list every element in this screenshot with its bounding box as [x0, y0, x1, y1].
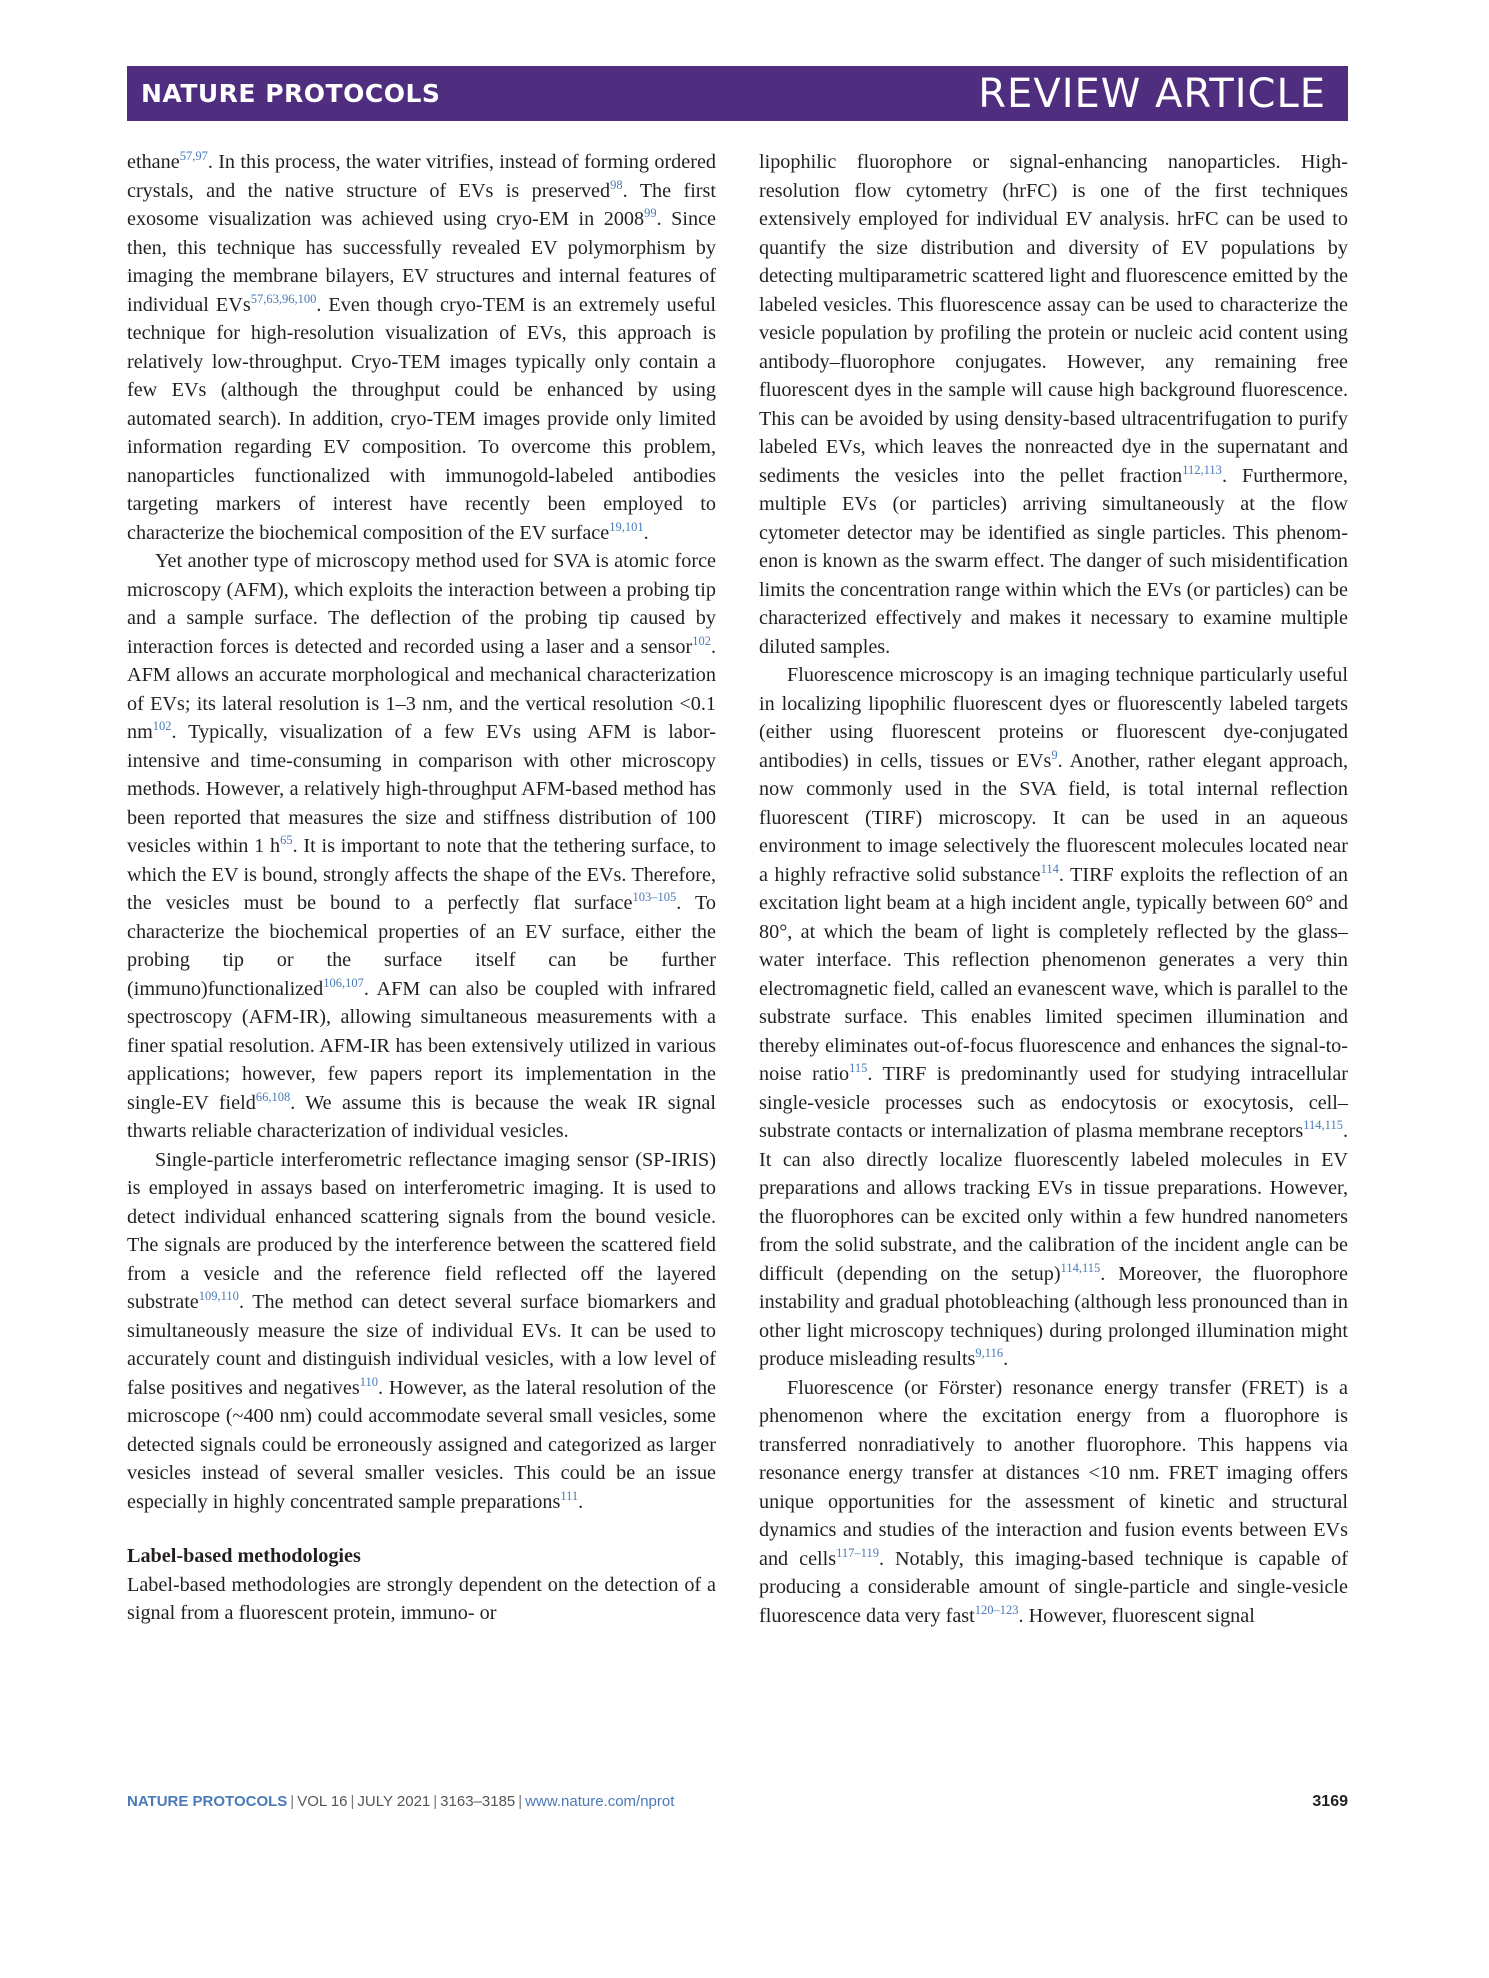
text-run: . [643, 521, 649, 544]
journal-header-bar [127, 66, 1348, 121]
text-run: . The first exosome visualization was achieved using cryo-EM in 2008 [127, 179, 716, 230]
footer-url-link[interactable]: www.nature.com/nprot [525, 1793, 675, 1810]
text-run: . TIRF exploits the reflection of an excitation light beam at a high incident angle, typically between 60° and 80°, at which the beam of light is completely reflected by the glass–water interface. This reflection phenomenon generates a very thin electromagnetic field, called an evanescent wave, which is parallel to the substrate surface. This enables limited specimen illumination and thereby eliminates out-of-focus fluorescence and enhances the signal-to-noise ratio [759, 863, 1348, 1085]
footer-journal: NATURE PROTOCOLS [127, 1793, 288, 1810]
right-column [759, 148, 1348, 1630]
text-run: Label-based methodologies are strongly dependent on the detection of a signal from a fluorescent protein, immuno- or [127, 1573, 716, 1624]
journal-name: NATURE PROTOCOLS [141, 79, 441, 108]
citation-link[interactable]: 109,110 [198, 1289, 239, 1303]
text-run: . [1003, 1348, 1009, 1370]
citation-link[interactable]: 99 [644, 206, 657, 220]
text-run: . Another, rather elegant approach, now commonly used in the SVA field, is total internal reflection fluorescent (TIRF) microscopy. It can be used in an aqueous environment to image selectively the fluorescent molecules located near a highly refractive solid substance [759, 749, 1348, 886]
citation-link[interactable]: 19,101 [609, 519, 644, 534]
citation-link[interactable]: 115 [849, 1061, 868, 1075]
citation-link[interactable]: 117–119 [836, 1545, 879, 1560]
text-run: lipophilic fluorophore or signal-enhancing nanoparticles. High-resolution flow cytometry (hrFC) is one of the first techniques extensively employed for individual EV analysis. hrFC can be used to quantify the size distribution and diversity of EV populations by detecting multiparametric scattered light and fluorescence emitted by the labeled vesicles. This fluorescence assay can be used to characterize the vesicle population by profiling the protein or nucleic acid content using antibody–fluorophore conjugates. However, any remaining free fluorescent dyes in the sample will cause high background fluorescence. This can be avoided by using density-based ultracentrifugation to purify labeled EVs, which leaves the nonreacted dye in the supernatant and sediments the vesicles into the pellet fraction [759, 151, 1348, 487]
citation-link[interactable]: 120–123 [974, 1602, 1019, 1617]
section-heading: Label-based methodologies [127, 1545, 361, 1567]
citation-link[interactable]: 65 [280, 833, 293, 847]
text-run: . AFM can also be coupled with infrared spectroscopy (AFM-IR), allowing simultaneous measurements with a finer spatial resolution. AFM-IR has been extensively utilized in various applications; however, few papers report its implementation in the single-EV field [127, 977, 716, 1114]
footer-pages: 3163–3185 [440, 1793, 516, 1810]
citation-link[interactable]: 102 [152, 719, 172, 733]
citation-link[interactable]: 106,107 [323, 975, 364, 990]
text-run: . However, fluorescent signal [1018, 1604, 1255, 1627]
text-run: . We assume this is because the weak IR signal thwarts reliable characterization of individual vesicles. [127, 1091, 716, 1142]
citation-link[interactable]: 9 [1051, 747, 1058, 762]
text-run: . The method can detect several surface biomarkers and simultaneously measure the size of individual EVs. It can be used to accurately count and distinguish individual vesicles, with a low level of false positives and negatives [127, 1291, 716, 1399]
citation-link[interactable]: 114,115 [1303, 1118, 1343, 1132]
text-run: Fluorescence microscopy is an imaging technique particularly useful in localizing lipophilic fluorescent dyes or fluorescently labeled targets (either using fluorescent proteins or fluorescent dye-conjugated antibodies) in cells, tissues or EVs [759, 664, 1348, 772]
text-run: . However, as the lateral resolution of the microscope (~400 nm) could accommodate several small vesicles, some detected signals could be erroneously assigned and categorized as larger vesicles instead of several smaller vesicles. This could be an issue especially in highly concentrated sample preparations [127, 1376, 716, 1513]
text-run: . TIRF is predominantly used for studying intracellular single-vesicle processes such as endocytosis or exocytosis, cell–substrate contacts or internalization of plasma membrane receptors [759, 1063, 1348, 1142]
text-run: . Notably, this imaging-based technique is capable of producing a considerable amount of single-particle and single-vesicle fluorescence data very fast [759, 1547, 1348, 1627]
text-run: . [578, 1490, 584, 1513]
paragraph [759, 1374, 1348, 1631]
citation-link[interactable]: 111 [560, 1488, 579, 1503]
citation-link[interactable]: 110 [359, 1374, 378, 1389]
citation-link[interactable]: 57,63,96,100 [250, 291, 317, 306]
text-run: . In this process, the water vitrifies, instead of forming ordered crystals, and the native structure of EVs is preserved [127, 151, 716, 202]
footer-date: JULY 2021 [357, 1793, 431, 1810]
paragraph [127, 148, 716, 547]
citation-link[interactable]: 57,97 [179, 149, 208, 163]
paragraph [127, 1571, 716, 1628]
article-type: REVIEW ARTICLE [978, 71, 1326, 117]
text-run: ethane [127, 151, 180, 173]
citation-link[interactable]: 112,113 [1182, 462, 1222, 477]
text-run: . Moreover, the fluorophore instability and gradual photobleaching (although less pronounced than in other light microscopy techniques) during prolonged illumination might produce misleading results [759, 1262, 1348, 1370]
paragraph [759, 148, 1348, 661]
text-run: Fluorescence (or Förster) resonance energy transfer (FRET) is a phenomenon where the excitation energy from a fluorophore is transferred nonradiatively to another fluorophore. This happens via resonance energy transfer at distances <10 nm. FRET imaging offers unique opportunities for the assessment of kinetic and structural dynamics and studies of the interaction and fusion events between EVs and cells [759, 1376, 1348, 1570]
page-footer: NATURE PROTOCOLS | VOL 16 | JULY 2021 | 3163–3185 | www.nature.com/nprot 3169 [127, 1793, 1348, 1810]
paragraph [127, 1146, 716, 1517]
text-run: . It is important to note that the tethering surface, to which the EV is bound, strongly affects the shape of the EVs. Therefore, the vesicles must be bound to a perfectly flat surface [127, 835, 716, 914]
citation-link[interactable]: 98 [610, 177, 623, 192]
citation-link[interactable]: 102 [692, 633, 711, 648]
text-run: . Furthermore, multiple EVs (or particles) arriving simultaneously at the flow cytometer detector may be identified as single particles. This phenomenon is known as the swarm effect. The danger of such misidentification limits the concentration range within which the EVs (or particles) can be characterized effectively and makes it necessary to examine multiple diluted samples. [759, 464, 1348, 658]
paragraph [127, 547, 716, 1146]
text-run: . Even though cryo-TEM is an extremely useful technique for high-resolution visualization of EVs, this approach is relatively low-throughput. Cryo-TEM images typically only contain a few EVs (although the throughput could be enhanced by using automated search). In addition, cryo-TEM images provide only limited information regarding EV composition. To overcome this problem, nanoparticles functionalized with immunogold-labeled antibodies targeting markers of interest have recently been employed to characterize the biochemical composition of the EV surface [127, 293, 717, 544]
text-run: . AFM allows an accurate morphological and mechanical characterization of EVs; its lateral resolution is 1–3 nm, and the vertical resolution <0.1 nm [127, 635, 716, 743]
text-run: . Typically, visualization of a few EVs using AFM is labor-intensive and time-consuming in comparison with other microscopy methods. However, a relatively high-throughput AFM-based method has been reported that measures the size and stiffness distribution of 100 vesicles within 1 h [127, 721, 716, 857]
text-run: . To characterize the biochemical properties of an EV surface, either the probing tip or the surface itself can be further (immuno)functionalized [127, 892, 716, 1000]
footer-volume: VOL 16 [297, 1793, 348, 1810]
text-run: . Since then, this technique has successfully revealed EV polymorphism by imaging the membrane bilayers, EV structures and internal features of individual EVs [127, 208, 716, 316]
page-number: 3169 [1312, 1793, 1348, 1810]
citation-link[interactable]: 114,115 [1060, 1260, 1101, 1275]
paragraph [759, 661, 1348, 1374]
text-run: Yet another type of microscopy method used for SVA is atomic force microscopy (AFM), which exploits the interaction between a probing tip and a sample surface. The deflection of the probing tip caused by interaction forces is detected and recorded using a laser and a sensor [127, 550, 716, 658]
citation-link[interactable]: 114 [1040, 861, 1059, 876]
citation-link[interactable]: 103–105 [632, 890, 677, 904]
text-run: Single-particle interferometric reflectance imaging sensor (SP-IRIS) is employed in assays based on interferometric imaging. It is used to detect individual enhanced scattering signals from the bound vesicle. The signals are produced by the interference between the scattered field from a vesicle and the reference field reflected off the layered substrate [127, 1148, 716, 1313]
text-run: . It can also directly localize fluorescently labeled molecules in EV preparations and allows tracking EVs in tissue preparations. However, the fluorophores can be excited only within a few hundred nanometers from the solid substrate, and the calibration of the incident angle can be difficult (depending on the setup) [759, 1120, 1348, 1285]
citation-link[interactable]: 9,116 [975, 1346, 1004, 1360]
citation-link[interactable]: 66,108 [255, 1089, 291, 1104]
left-column [127, 148, 716, 1628]
